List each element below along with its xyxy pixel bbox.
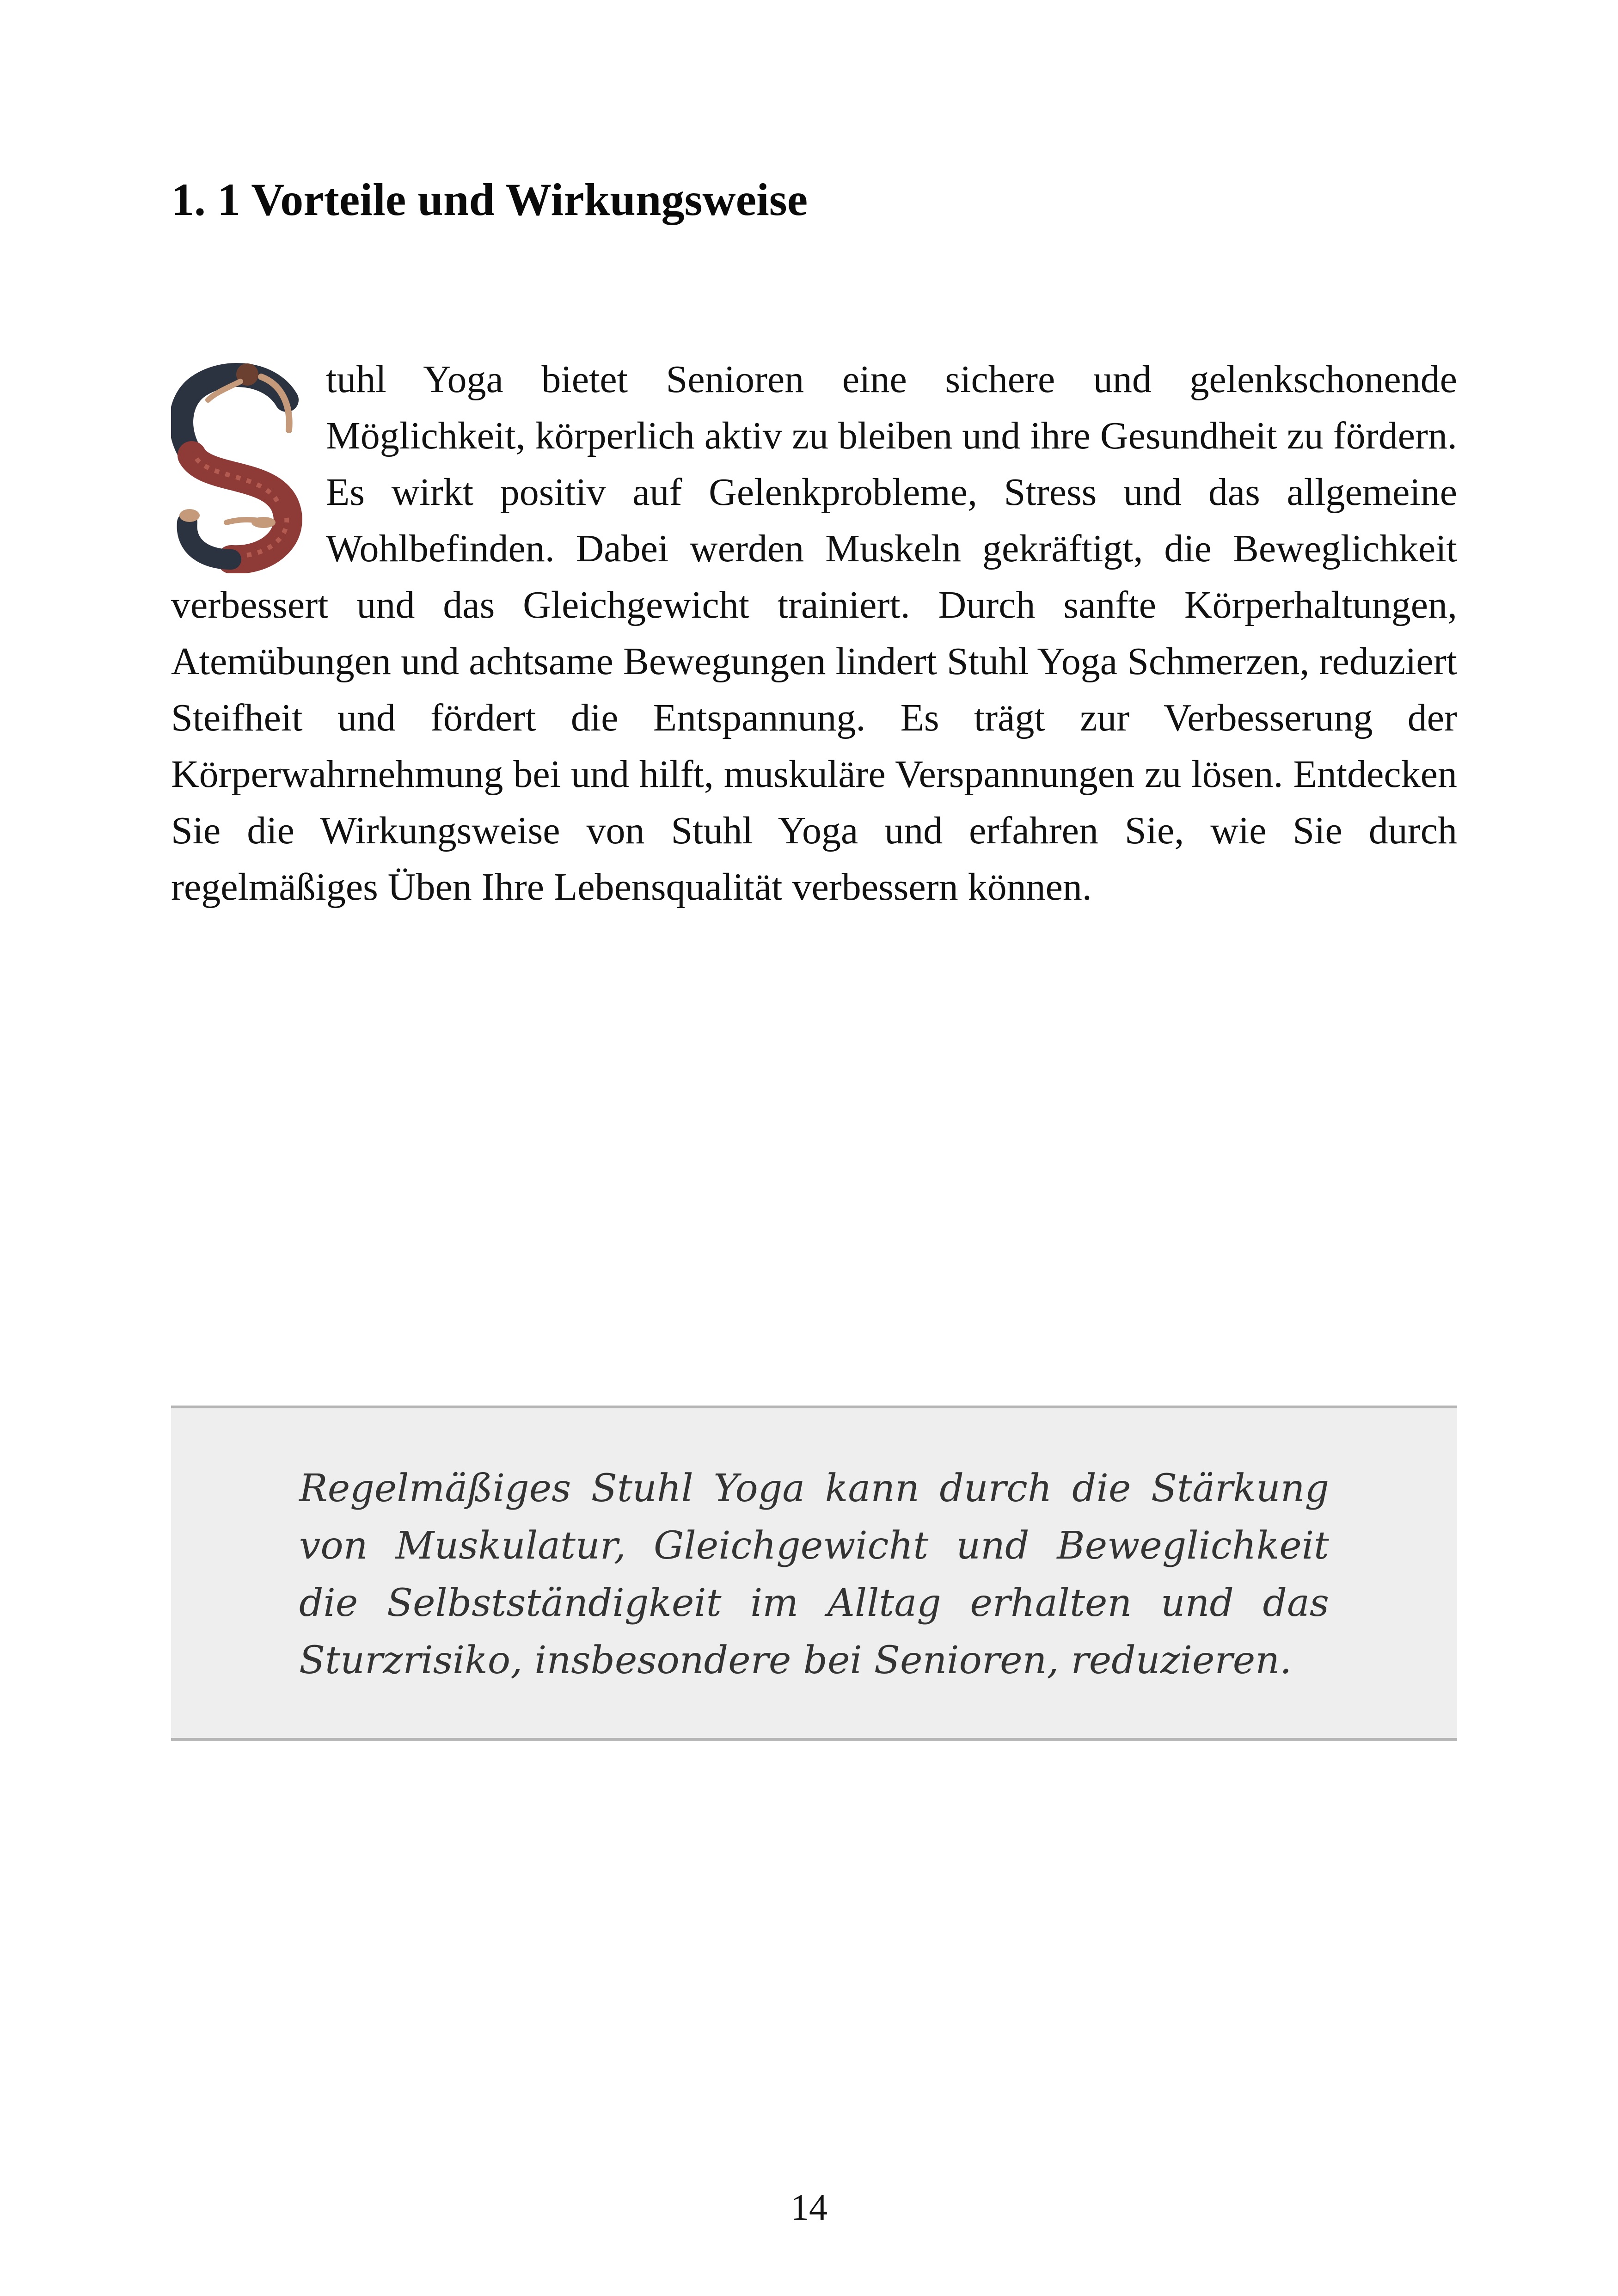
body-paragraph: tuhl Yoga bietet Senioren eine sichere und gelenkschonende Möglichkeit, körperlich aktiv zu bleiben und ihre Gesundheit zu fördern. Es wirkt positiv auf Gelenkprobleme, Stress und das allgemeine Wohlbefinden. Dabei werden Muskeln gekräftigt, die Beweglichkeit verbessert und das Gleichgewicht trainiert. Durch sanfte Körperhaltungen, Atemübungen und achtsame Bewegungen lindert Stuhl Yoga Schmerzen, reduziert Steifheit und fördert die Entspannung. Es trägt zur Verbesserung der Körperwahrnehmung bei und hilft, muskuläre Verspannungen zu lösen. Entdecken Sie die Wirkungsweise von Stuhl Yoga und erfahren Sie, wie Sie durch regelmäßiges Üben Ihre Lebensqualität verbessern können. [171,358,1457,909]
body-section [171,351,1457,915]
yoga-figure-s-icon [171,356,310,573]
section-heading: 1. 1 Vorteile und Wirkungsweise [171,174,808,225]
callout-box [171,1406,1457,1741]
page-number: 14 [791,2187,827,2228]
callout-text: Regelmäßiges Stuhl Yoga kann durch die Stärkung von Muskulatur, Gleichgewicht und Beweglichkeit die Selbstständigkeit im Alltag erhalten und das Sturzrisiko, insbesondere bei Senioren, reduzieren. [299,1467,1329,1682]
dropcap-yoga-figure-illustration [171,356,310,573]
